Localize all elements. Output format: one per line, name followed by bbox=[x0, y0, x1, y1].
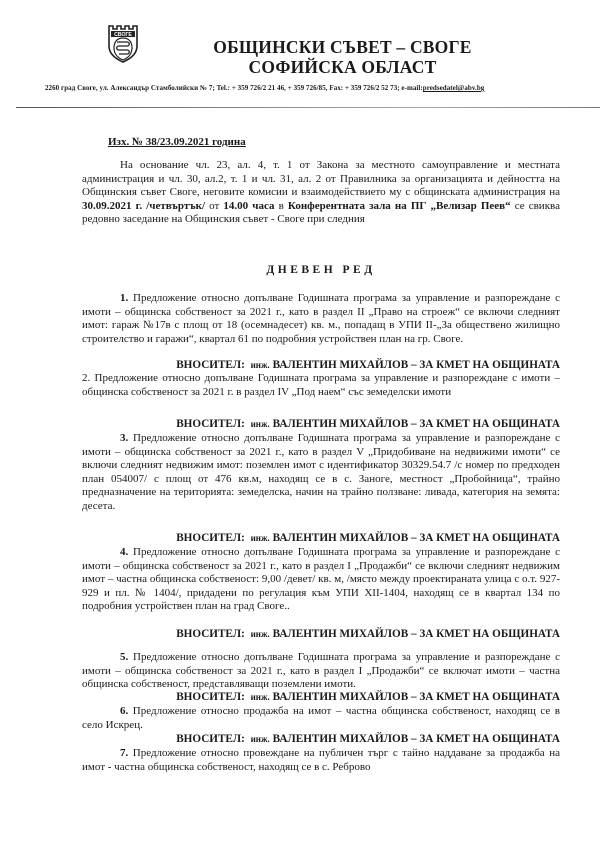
sponsor-line-5: ВНОСИТЕЛ: инж. ВАЛЕНТИН МИХАЙЛОВ – ЗА КМЕТ НА ОБЩИНАТА bbox=[176, 691, 560, 703]
agenda-item-6 bbox=[82, 705, 560, 732]
agenda-item-4 bbox=[82, 546, 560, 614]
agenda-heading: ДНЕВЕН РЕД bbox=[266, 264, 376, 276]
item-text: Предложение относно допълване Годишната програма за управление и разпореждане с имоти – общинска собственост за 2021 г., като в раздел II „Право на строеж“ се включи следният имот: гараж №17в с площ от 18 (осемнадесет) кв. м., попадащ в УПИ II-„За обществено жилищно строителство и гаражи“, квартал 61 по подробния устройствен план на гр. Своге. bbox=[82, 292, 560, 345]
item-text: Предложение относно допълване Годишната програма за управление и разпореждане с имоти – общинска собственост за 2021 г., като в раздел I „Продажби“ се включат имоти – частна общинска собственост, представляващи поземлени имоти. bbox=[82, 651, 560, 691]
item-number: 6. bbox=[120, 705, 129, 717]
contact-info bbox=[45, 84, 585, 92]
item-number: 1. bbox=[120, 292, 129, 304]
agenda-item-5 bbox=[82, 651, 560, 692]
svg-text:СВОГЕ: СВОГЕ bbox=[114, 32, 132, 38]
sponsor-line-3: ВНОСИТЕЛ: инж. ВАЛЕНТИН МИХАЙЛОВ – ЗА КМЕТ НА ОБЩИНАТА bbox=[176, 532, 560, 544]
sponsor-line-2: ВНОСИТЕЛ: инж. ВАЛЕНТИН МИХАЙЛОВ – ЗА КМЕТ НА ОБЩИНАТА bbox=[176, 418, 560, 430]
sponsor-line-6: ВНОСИТЕЛ: инж. ВАЛЕНТИН МИХАЙЛОВ – ЗА КМЕТ НА ОБЩИНАТА bbox=[176, 733, 560, 745]
svoge-coat-of-arms-icon bbox=[108, 25, 138, 63]
region-name: СОФИЙСКА ОБЛАСТ bbox=[248, 57, 437, 77]
item-number: 5. bbox=[120, 651, 129, 663]
meeting-venue: Конферентната зала на ПГ „Велизар Пеев“ bbox=[287, 199, 511, 212]
letterhead bbox=[0, 0, 600, 105]
intro-paragraph: На основание чл. 23, ал. 4, т. 1 от Закона за местното самоуправление и местната администрация и чл. 30, ал.2, т. 1 и чл. 31, ал. 2 от Правилника за организацията и дейността на Общинския съвет Своге, неговите комисии и взаимодействието му с общинската администрация на 30.09.2021 г. /четвъртък/ от 14.00 часа в Конферентната зала на ПГ „Велизар Пеев“ се свиква редовно заседание на Общинския съвет - Своге при следния bbox=[82, 159, 560, 226]
meeting-time: 14.00 часа bbox=[223, 199, 275, 212]
organization-name: ОБЩИНСКИ СЪВЕТ – СВОГЕ bbox=[213, 37, 472, 57]
item-number: 4. bbox=[120, 546, 129, 558]
item-number: 7. bbox=[120, 747, 129, 759]
item-text: Предложение относно продажба на имот – частна общинска собственост, находящ се в село Искрец. bbox=[82, 705, 560, 731]
item-text: Предложение относно провеждане на публичен търг с тайно наддаване за продажба на имот - частна общинска собственост, находящ се в с. Реброво bbox=[82, 747, 560, 773]
item-number: 3. bbox=[120, 432, 129, 444]
email-link[interactable]: predsedatel@abv.bg bbox=[422, 84, 485, 92]
item-text: Предложение относно допълване Годишната програма за управление и разпореждане с имоти – общинска собственост за 2021 г. в раздел IV „Под наем“ със земеделски имоти bbox=[82, 372, 560, 398]
header-divider bbox=[16, 107, 600, 108]
contact-address: 2260 град Своге, ул. Александър Стамболийски № 7; Tel.: + 359 726/2 21 46, + 359 726/85, Fax: + 359 726/2 52 73; e-mail: bbox=[45, 84, 423, 92]
agenda-item-2 bbox=[82, 372, 560, 399]
agenda-item-1 bbox=[82, 292, 560, 346]
agenda-item-3 bbox=[82, 432, 560, 514]
reference-number: Изх. № 38/23.09.2021 година bbox=[108, 136, 246, 148]
meeting-date: 30.09.2021 г. bbox=[82, 199, 143, 212]
item-text: Предложение относно допълване Годишната програма за управление и разпореждане с имоти – общинска собственост за 2021 г., като в раздел I „Продажби“ се включи следният недвижим имот – частна общинска собственост: 9,00 /девет/ кв. м, /място между проектираната улица с о.т. 927-929 и пл. № 1404/, придадени по регулация към УПИ XII-1404, находящ се в квартал 134 по подробния устройствен план на град Своге.. bbox=[82, 546, 560, 613]
sponsor-line-4: ВНОСИТЕЛ: инж. ВАЛЕНТИН МИХАЙЛОВ – ЗА КМЕТ НА ОБЩИНАТА bbox=[176, 628, 560, 640]
item-number: 2. bbox=[82, 372, 91, 384]
meeting-day: /четвъртък/ bbox=[146, 199, 206, 212]
organization-title bbox=[200, 37, 485, 77]
agenda-item-7 bbox=[82, 747, 560, 774]
sponsor-line-1: ВНОСИТЕЛ: инж. ВАЛЕНТИН МИХАЙЛОВ – ЗА КМЕТ НА ОБЩИНАТА bbox=[176, 359, 560, 371]
item-text: Предложение относно допълване Годишната програма за управление и разпореждане с имоти – общинска собственост за 2021 г., като в раздел V „Придобиване на недвижими имоти“ се включи следният недвижим имот: поземлен имот с идентификатор 30329.54.7 /с номер по предходен план 054007/ с площ от 476 кв.м, находящ се в с. Заноге, местност „Пробойница“, трайно предназначение на територията: земеделска, начин на трайно ползване: ливада, категория на земята: десета. bbox=[82, 432, 560, 512]
